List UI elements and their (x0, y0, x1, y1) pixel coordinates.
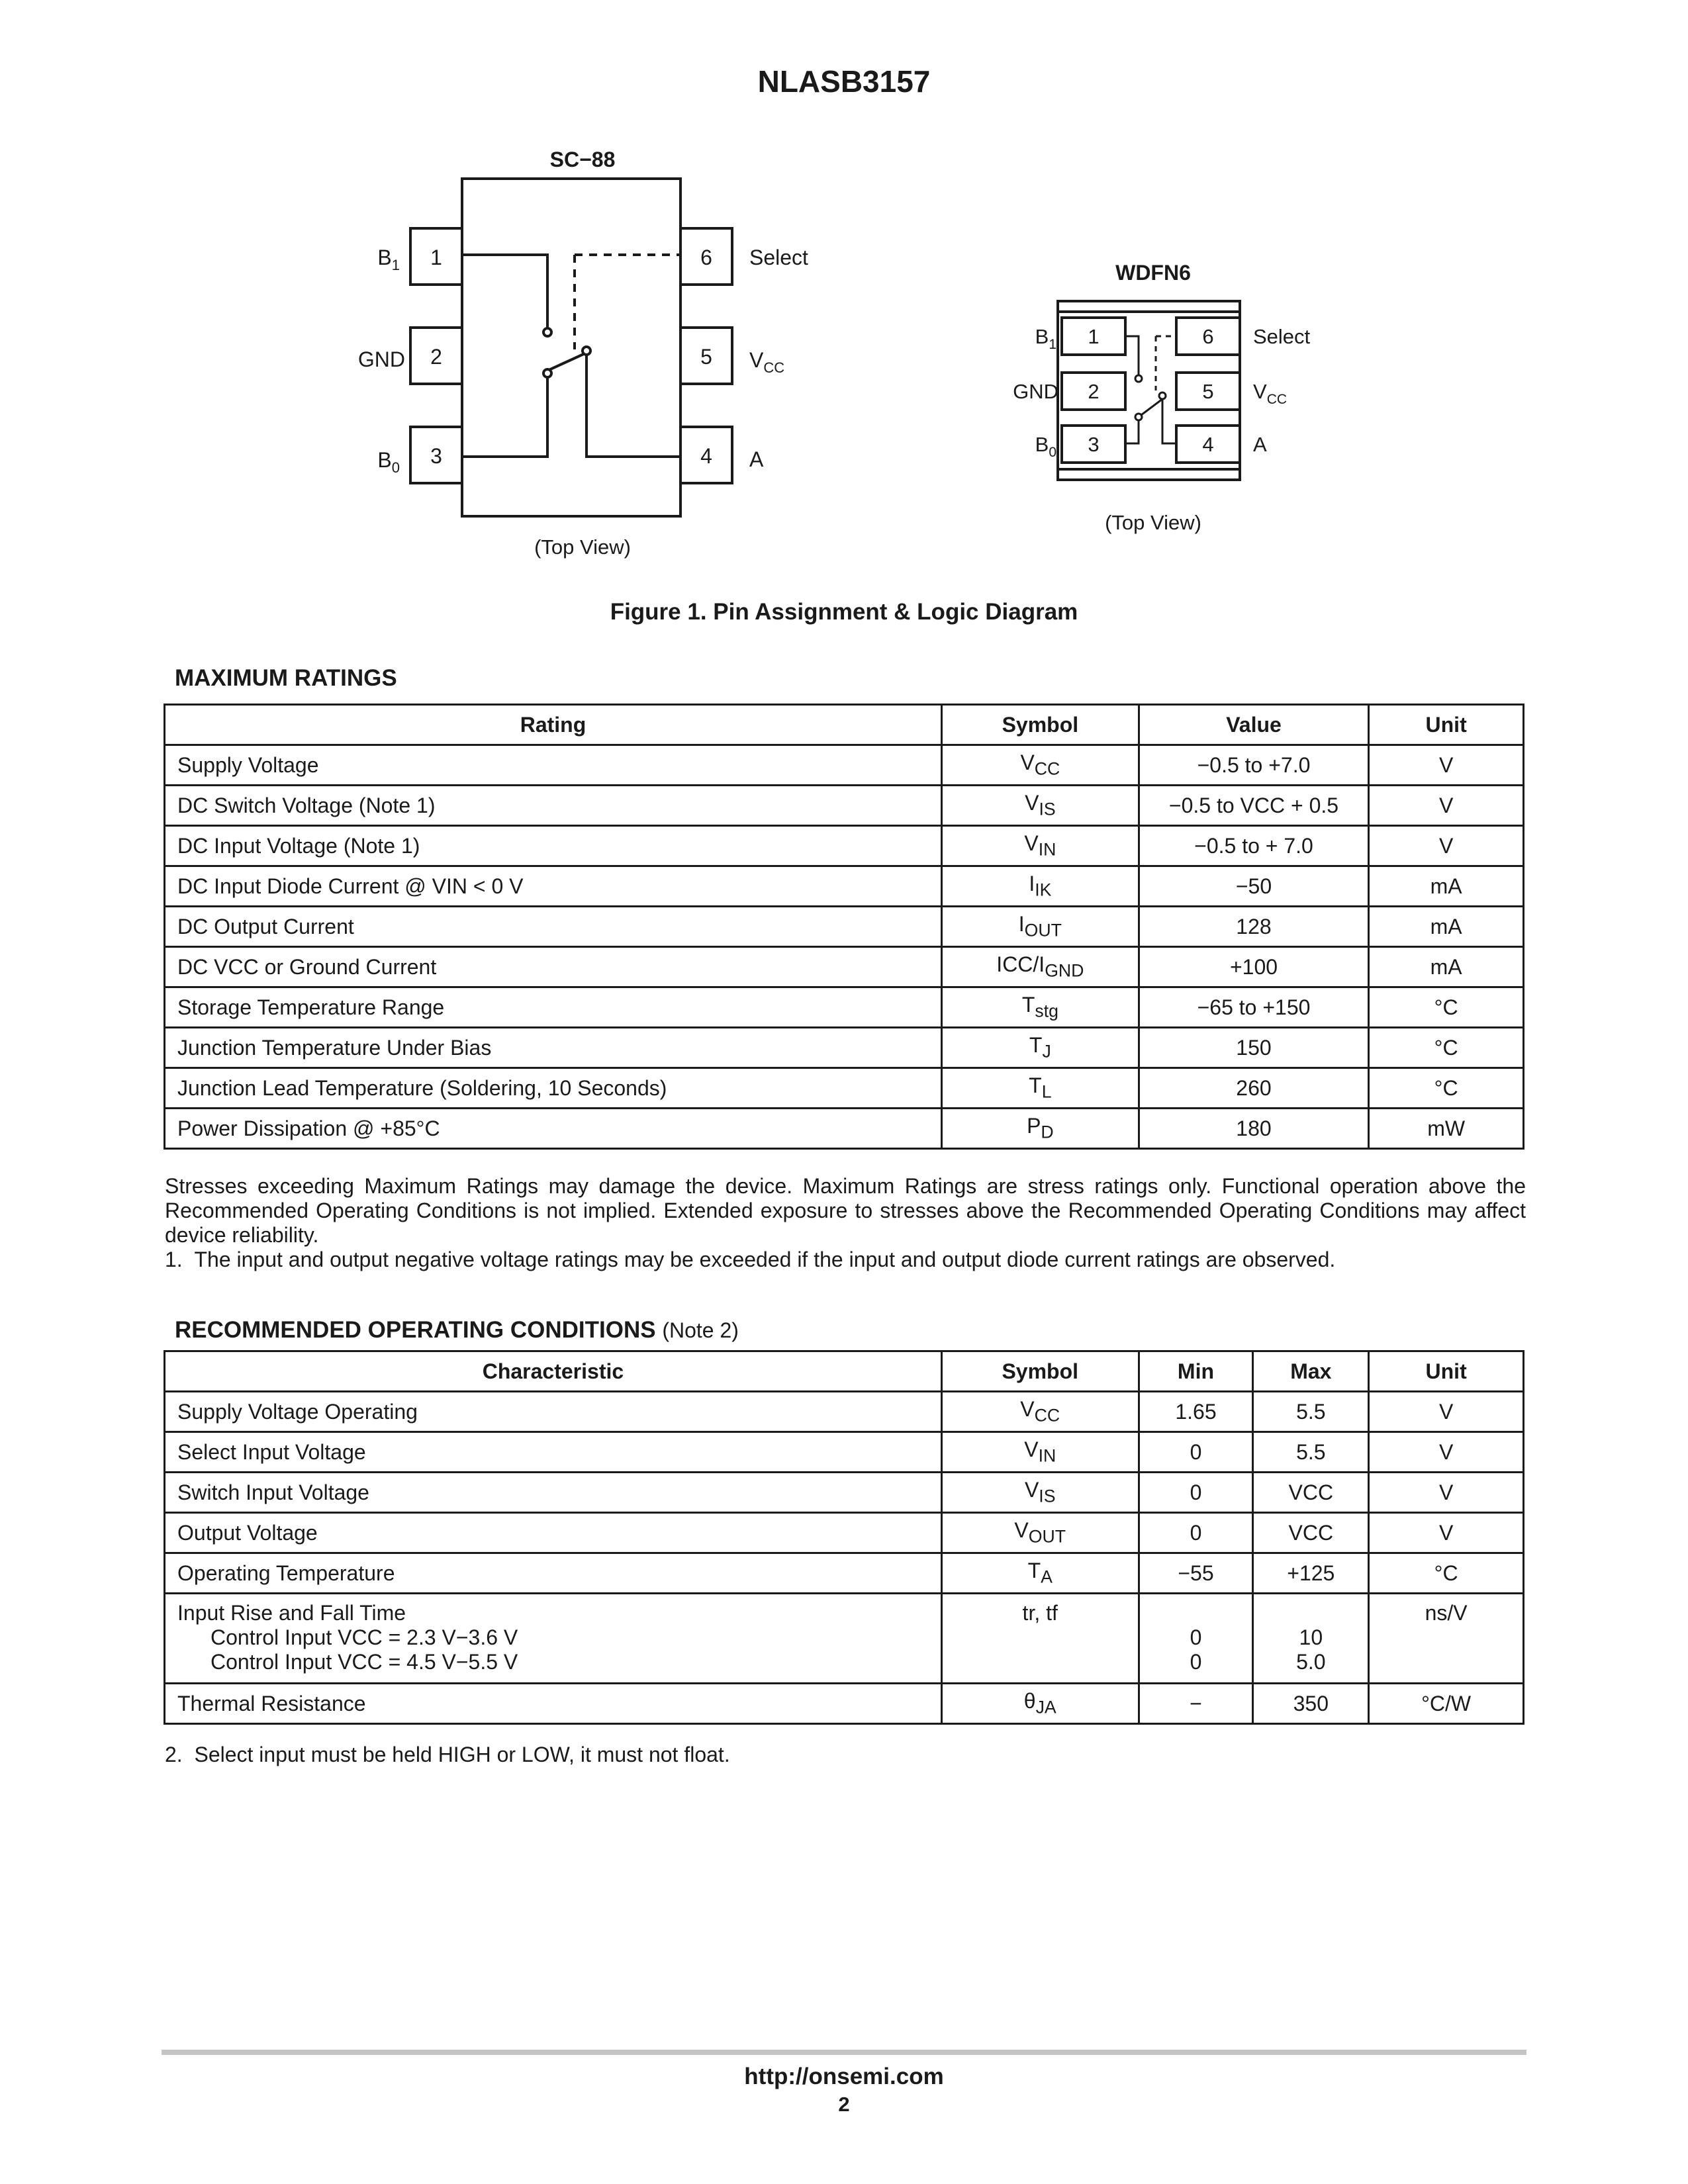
min-cell: 1.65 (1139, 1392, 1253, 1432)
wdfn6-title: WDFN6 (1115, 261, 1191, 285)
value-cell: −0.5 to +7.0 (1139, 745, 1369, 786)
min-cell: 0 (1139, 1473, 1253, 1513)
rating-cell: DC Input Voltage (Note 1) (165, 826, 942, 866)
rec-conditions-note-ref: (Note 2) (662, 1318, 739, 1342)
unit-cell: V (1369, 1513, 1524, 1553)
table-row (165, 947, 1524, 987)
sc88-contact-b1 (543, 328, 551, 336)
max-cell: +125 (1253, 1553, 1369, 1594)
wdfn6-pin1-number: 1 (1088, 325, 1100, 348)
characteristic-cell: Supply Voltage Operating (165, 1392, 942, 1432)
max-ratings-title: MAXIMUM RATINGS (175, 665, 397, 691)
sc88-pin2-label: GND (357, 347, 405, 371)
rec-conditions-title: RECOMMENDED OPERATING CONDITIONS (Note 2) (175, 1317, 739, 1343)
symbol-cell: $V_{IN}$ (942, 826, 1139, 866)
characteristic-cell: Switch Input Voltage (165, 1473, 942, 1513)
min-cell: −55 (1139, 1553, 1253, 1594)
sc88-title: SC−88 (549, 148, 616, 171)
unit-cell: V (1369, 826, 1524, 866)
max-cell: 350 (1253, 1684, 1369, 1724)
page-title: NLASB3157 (757, 64, 931, 99)
unit-cell: mA (1369, 947, 1524, 987)
symbol-cell: $V_{CC}$ (941, 1392, 1139, 1432)
footer-url[interactable]: http://onsemi.com (744, 2064, 944, 2089)
rating-cell: Power Dissipation @ +85°C (165, 1109, 942, 1149)
value-cell: −65 to +150 (1139, 987, 1369, 1028)
rating-cell: DC Switch Voltage (Note 1) (165, 786, 942, 826)
symbol-cell: $I_{OUT}$ (942, 907, 1139, 947)
wdfn6-pin6-label: Select (1253, 325, 1311, 348)
sc88-a-trace (586, 353, 680, 457)
wdfn6-pin2-number: 2 (1088, 380, 1100, 403)
symbol-cell: $I_{IK}$ (942, 866, 1139, 907)
symbol-cell: $V_{IN}$ (941, 1432, 1139, 1473)
header-rating: Rating (165, 705, 942, 745)
wdfn6-pin5-label: $V_{CC}$ (1253, 380, 1288, 407)
sc88-view-label: (Top View) (534, 535, 631, 559)
rating-cell: DC Output Current (165, 907, 942, 947)
header-min: Min (1139, 1351, 1253, 1392)
note-1: 1. The input and output negative voltage ratings may be exceeded if the input and output diode current ratings are observed. (165, 1248, 1336, 1271)
rating-cell: DC Input Diode Current @ VIN < 0 V (165, 866, 942, 907)
symbol-cell: $V_{CC}$ (942, 745, 1139, 786)
characteristic-cell: Select Input Voltage (165, 1432, 942, 1473)
max-cell: 5.5 (1253, 1432, 1369, 1473)
table-row (165, 1392, 1524, 1432)
unit-cell: °C (1369, 987, 1524, 1028)
symbol-cell: $P_D$ (942, 1109, 1139, 1149)
unit-cell: mA (1369, 866, 1524, 907)
wdfn6-pin6-number: 6 (1202, 325, 1214, 348)
table-row (165, 1068, 1524, 1109)
symbol-cell: $V_{IS}$ (941, 1473, 1139, 1513)
table-row (165, 1513, 1524, 1553)
unit-cell: °C (1369, 1068, 1524, 1109)
max-cell: VCC (1253, 1513, 1369, 1553)
characteristic-cell: Input Rise and Fall Time Control Input VCC = 2.3 V−3.6 V Control Input VCC = 4.5 V−5.5 V (165, 1594, 942, 1684)
unit-cell: °C (1369, 1553, 1524, 1594)
header-characteristic: Characteristic (165, 1351, 942, 1392)
sc88-pin2-number: 2 (430, 345, 442, 369)
header-symbol: Symbol (942, 705, 1139, 745)
unit-cell: V (1369, 745, 1524, 786)
unit-cell: °C (1369, 1028, 1524, 1068)
symbol-cell: $V_{IS}$ (942, 786, 1139, 826)
sc88-b1-trace (462, 255, 547, 328)
sc88-contact-b0 (543, 369, 551, 377)
sc88-select-control-line (575, 255, 680, 349)
table-row (165, 987, 1524, 1028)
table-row (165, 826, 1524, 866)
symbol-cell: ICC/$I_{GND}$ (942, 947, 1139, 987)
symbol-cell: $V_{OUT}$ (941, 1513, 1139, 1553)
wdfn6-pin1-label: $B_1$ (1035, 325, 1056, 352)
symbol-cell: $T_L$ (942, 1068, 1139, 1109)
rating-cell: Junction Temperature Under Bias (165, 1028, 942, 1068)
unit-cell: V (1369, 1392, 1524, 1432)
sc88-pin6-number: 6 (700, 246, 712, 269)
sc88-b0-trace (462, 371, 547, 457)
characteristic-cell: Operating Temperature (165, 1553, 942, 1594)
sc88-pin3-number: 3 (430, 444, 442, 468)
table-row (165, 1553, 1524, 1594)
symbol-cell: $T_{stg}$ (942, 987, 1139, 1028)
table-row (165, 786, 1524, 826)
sc88-contact-a (583, 347, 590, 355)
sc88-pin1-number: 1 (430, 246, 442, 269)
header-max: Max (1253, 1351, 1369, 1392)
figure-caption: Figure 1. Pin Assignment & Logic Diagram (610, 599, 1078, 625)
unit-cell: mA (1369, 907, 1524, 947)
unit-cell: mW (1369, 1109, 1524, 1149)
sc88-pin3-label: $B_0$ (377, 448, 400, 476)
wdfn6-pin4-number: 4 (1202, 433, 1214, 456)
table-header-row (165, 1351, 1524, 1392)
sc88-package-body (462, 179, 680, 516)
symbol-cell: $T_J$ (942, 1028, 1139, 1068)
sc88-switch-arm (547, 353, 586, 371)
rating-cell: Storage Temperature Range (165, 987, 942, 1028)
header-value: Value (1139, 705, 1369, 745)
table-row (165, 1684, 1524, 1724)
header-unit: Unit (1369, 705, 1524, 745)
sc88-pin6-label: Select (749, 246, 808, 269)
value-cell: 180 (1139, 1109, 1369, 1149)
value-cell: +100 (1139, 947, 1369, 987)
table-row (165, 745, 1524, 786)
wdfn6-pin5-number: 5 (1202, 380, 1214, 403)
rec-conditions-table (164, 1350, 1524, 1725)
min-cell: − (1139, 1684, 1253, 1724)
symbol-cell: tr, tf (941, 1594, 1139, 1684)
table-row (165, 1473, 1524, 1513)
rating-cell: Junction Lead Temperature (Soldering, 10 Seconds) (165, 1068, 942, 1109)
table-row (165, 1028, 1524, 1068)
sc88-pin5-label: $V_{CC}$ (749, 348, 785, 376)
sc88-pin4-number: 4 (700, 444, 712, 468)
header-unit: Unit (1369, 1351, 1524, 1392)
wdfn6-pin2-label: GND (1013, 380, 1058, 403)
unit-cell: °C/W (1369, 1684, 1524, 1724)
wdfn6-view-label: (Top View) (1105, 511, 1201, 534)
value-cell: 128 (1139, 907, 1369, 947)
table-row (165, 907, 1524, 947)
unit-cell: V (1369, 786, 1524, 826)
rating-cell: DC VCC or Ground Current (165, 947, 942, 987)
table-row (165, 1109, 1524, 1149)
header-symbol: Symbol (941, 1351, 1139, 1392)
max-cell: 10 5.0 (1253, 1594, 1369, 1684)
sc88-pin1-label: $B_1$ (377, 246, 400, 273)
note-2: 2. Select input must be held HIGH or LOW, it must not float. (165, 1743, 730, 1766)
characteristic-cell: Thermal Resistance (165, 1684, 942, 1724)
sc88-pin5-number: 5 (700, 345, 712, 369)
table-row (165, 1432, 1524, 1473)
value-cell: 260 (1139, 1068, 1369, 1109)
max-ratings-table (164, 704, 1524, 1150)
unit-cell: ns/V (1369, 1594, 1524, 1684)
rating-cell: Supply Voltage (165, 745, 942, 786)
table-row (165, 866, 1524, 907)
page-number: 2 (838, 2093, 850, 2116)
stress-note: Stresses exceeding Maximum Ratings may damage the device. Maximum Ratings are stress ratings only. Functional operation above the Recommended Operating Conditions is not implied. Extended exposure to stresses above the Recommended Operating Conditions may affect device reliability. (165, 1174, 1526, 1247)
table-header-row (165, 705, 1524, 745)
wdfn6-pin3-label: $B_0$ (1035, 433, 1056, 460)
value-cell: 150 (1139, 1028, 1369, 1068)
min-cell: 0 0 (1139, 1594, 1253, 1684)
symbol-cell: $\theta_{JA}$ (941, 1684, 1139, 1724)
max-cell: VCC (1253, 1473, 1369, 1513)
characteristic-cell: Output Voltage (165, 1513, 942, 1553)
wdfn6-pin4-label: A (1253, 433, 1267, 456)
pin-assignment-diagram (0, 0, 1688, 596)
table-row (165, 1594, 1524, 1684)
wdfn6-pin3-number: 3 (1088, 433, 1100, 456)
min-cell: 0 (1139, 1513, 1253, 1553)
value-cell: −50 (1139, 866, 1369, 907)
min-cell: 0 (1139, 1432, 1253, 1473)
symbol-cell: $T_A$ (941, 1553, 1139, 1594)
unit-cell: V (1369, 1432, 1524, 1473)
max-cell: 5.5 (1253, 1392, 1369, 1432)
unit-cell: V (1369, 1473, 1524, 1513)
sc88-pin4-label: A (749, 447, 764, 471)
value-cell: −0.5 to + 7.0 (1139, 826, 1369, 866)
value-cell: −0.5 to VCC + 0.5 (1139, 786, 1369, 826)
footer-divider (162, 2050, 1526, 2055)
